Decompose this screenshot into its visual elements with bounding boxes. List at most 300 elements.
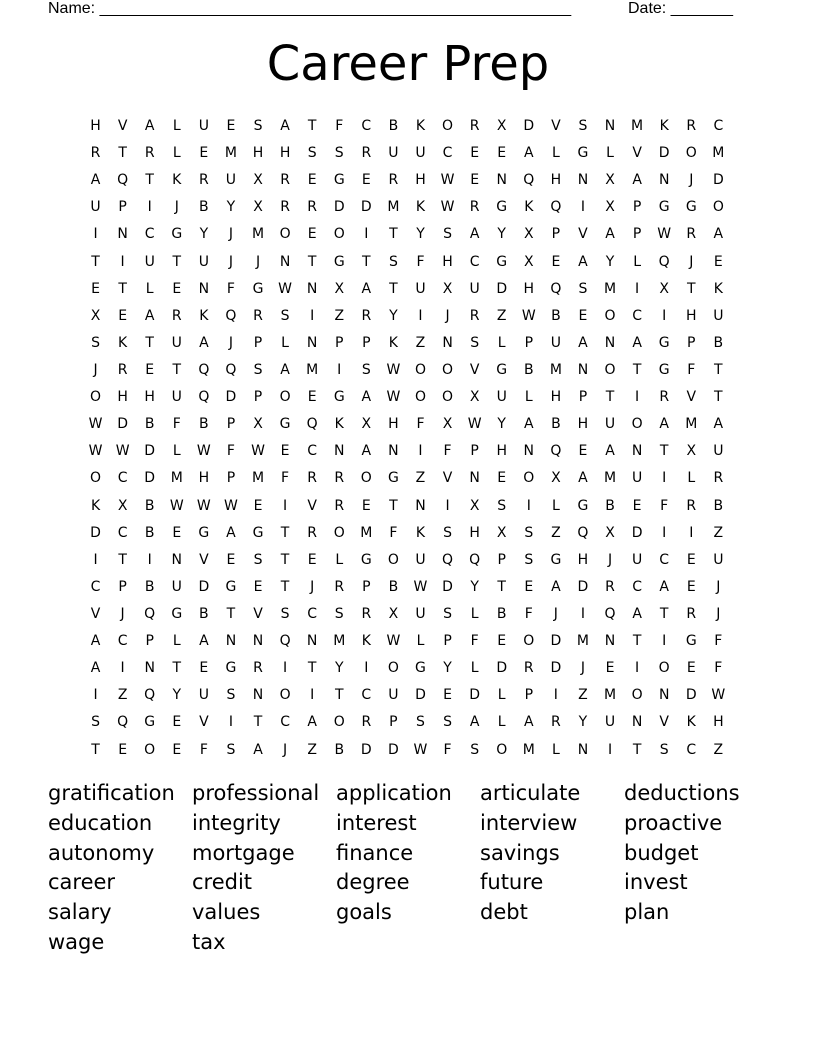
- grid-letter: T: [605, 389, 615, 406]
- grid-letter: U: [631, 470, 643, 487]
- grid-letter: R: [253, 660, 263, 677]
- grid-letter: U: [171, 334, 182, 351]
- grid-letter: J: [228, 334, 233, 351]
- grid-letter: U: [713, 443, 724, 460]
- grid-letter: O: [523, 470, 535, 487]
- grid-row: [82, 303, 732, 330]
- grid-letter: V: [578, 226, 588, 243]
- grid-letter: O: [90, 389, 102, 406]
- grid-letter: S: [524, 524, 534, 541]
- grid-letter: O: [631, 416, 643, 433]
- grid-letter: E: [578, 443, 588, 460]
- grid-letter: N: [198, 280, 210, 297]
- grid-letter: N: [252, 633, 264, 650]
- grid-letter: U: [388, 687, 399, 704]
- grid-letter: W: [413, 741, 428, 758]
- grid-letter: V: [551, 118, 561, 134]
- grid-letter: N: [577, 172, 589, 189]
- grid-letter: S: [524, 551, 534, 568]
- grid-letter: O: [279, 389, 291, 406]
- grid-letter: B: [144, 497, 155, 514]
- grid-letter: N: [577, 361, 589, 378]
- grid-letter: G: [415, 660, 426, 677]
- grid-letter: X: [361, 416, 372, 433]
- grid-letter: I: [662, 524, 667, 541]
- grid-letter: B: [551, 307, 561, 324]
- grid-letter: R: [469, 199, 480, 216]
- grid-letter: O: [523, 633, 535, 650]
- grid-letter: O: [387, 660, 399, 677]
- grid-letter: U: [415, 551, 426, 568]
- grid-letter: V: [253, 605, 263, 622]
- grid-letter: N: [388, 443, 399, 460]
- grid-letter: B: [496, 605, 507, 622]
- grid-letter: N: [415, 497, 426, 514]
- grid-row: [82, 493, 732, 520]
- grid-letter: Y: [470, 578, 479, 595]
- grid-letter: L: [172, 145, 181, 162]
- grid-letter: N: [631, 443, 643, 460]
- grid-letter: G: [333, 172, 345, 189]
- grid-letter: G: [198, 524, 210, 541]
- grid-letter: J: [716, 578, 721, 595]
- grid-letter: D: [198, 578, 210, 595]
- grid-letter: F: [226, 443, 235, 460]
- word-list-item: interest: [336, 810, 417, 835]
- grid-letter: X: [496, 524, 507, 541]
- grid-letter: P: [118, 578, 127, 595]
- grid-letter: A: [280, 361, 290, 378]
- grid-letter: R: [605, 578, 615, 595]
- grid-letter: C: [659, 551, 670, 568]
- grid-letter: S: [91, 334, 100, 351]
- grid-letter: S: [443, 605, 452, 622]
- grid-row: [82, 194, 732, 221]
- grid-letter: U: [604, 416, 616, 433]
- grid-letter: A: [659, 578, 669, 595]
- grid-letter: D: [360, 199, 372, 216]
- grid-letter: U: [198, 687, 209, 704]
- grid-letter: F: [281, 470, 290, 487]
- word-list-item: wage: [48, 929, 105, 954]
- grid-letter: W: [278, 280, 292, 297]
- grid-letter: L: [335, 551, 344, 568]
- grid-letter: O: [279, 226, 291, 243]
- grid-letter: S: [253, 551, 263, 568]
- grid-row: [82, 357, 732, 384]
- grid-letter: G: [333, 253, 345, 270]
- grid-letter: N: [334, 443, 345, 460]
- grid-letter: H: [198, 470, 210, 487]
- grid-letter: Z: [307, 741, 317, 758]
- grid-letter: E: [361, 497, 371, 514]
- grid-letter: N: [658, 687, 670, 704]
- grid-letter: A: [578, 253, 588, 270]
- grid-letter: E: [361, 172, 371, 189]
- grid-letter: G: [360, 551, 372, 568]
- grid-letter: I: [337, 361, 342, 378]
- grid-letter: C: [713, 118, 724, 134]
- grid-letter: C: [686, 741, 697, 758]
- grid-letter: B: [144, 524, 155, 541]
- grid-letter: I: [364, 226, 369, 243]
- grid-letter: T: [307, 660, 317, 677]
- grid-letter: H: [550, 389, 562, 406]
- grid-letter: K: [686, 714, 696, 731]
- grid-letter: E: [578, 307, 588, 324]
- grid-letter: J: [228, 226, 233, 243]
- grid-letter: J: [255, 253, 261, 270]
- word-list-item: goals: [336, 900, 392, 925]
- grid-letter: E: [307, 172, 317, 189]
- grid-letter: C: [632, 307, 642, 324]
- grid-letter: Q: [469, 551, 481, 568]
- date-field-label: Date: _______: [628, 0, 733, 17]
- grid-letter: P: [362, 334, 371, 351]
- grid-letter: S: [280, 307, 290, 324]
- grid-letter: I: [93, 226, 98, 243]
- grid-letter: I: [310, 687, 315, 704]
- grid-letter: W: [711, 687, 726, 704]
- grid-letter: X: [253, 172, 263, 189]
- grid-letter: M: [251, 470, 265, 487]
- grid-letter: Z: [713, 741, 724, 758]
- grid-letter: J: [553, 605, 558, 622]
- grid-letter: M: [603, 470, 617, 487]
- grid-letter: I: [147, 551, 152, 568]
- grid-row: [82, 411, 732, 438]
- grid-letter: U: [415, 605, 426, 622]
- grid-letter: T: [389, 226, 398, 243]
- grid-letter: G: [333, 389, 345, 406]
- grid-letter: A: [524, 145, 534, 162]
- grid-letter: T: [632, 741, 642, 758]
- grid-row: [82, 737, 732, 764]
- grid-letter: Y: [443, 660, 452, 677]
- grid-letter: M: [224, 145, 237, 162]
- grid-letter: R: [334, 497, 345, 514]
- grid-letter: B: [551, 416, 561, 433]
- grid-letter: K: [90, 497, 101, 514]
- grid-letter: W: [657, 226, 672, 243]
- grid-letter: F: [687, 361, 696, 378]
- word-list: [48, 779, 768, 958]
- grid-letter: V: [307, 497, 317, 514]
- grid-letter: O: [442, 361, 454, 378]
- grid-letter: Q: [144, 605, 156, 622]
- word-list-item: articulate: [480, 781, 581, 805]
- grid-letter: T: [91, 741, 100, 758]
- word-list-item: future: [480, 870, 544, 895]
- grid-letter: P: [551, 226, 561, 243]
- grid-letter: O: [333, 524, 345, 541]
- grid-letter: K: [415, 524, 426, 541]
- grid-letter: C: [117, 470, 128, 487]
- grid-letter: A: [578, 470, 588, 487]
- grid-letter: I: [445, 497, 450, 514]
- grid-letter: Q: [658, 253, 670, 270]
- grid-letter: C: [307, 605, 318, 622]
- grid-letter: T: [91, 253, 100, 270]
- grid-letter: M: [712, 145, 725, 162]
- grid-letter: Y: [389, 307, 398, 324]
- grid-letter: H: [388, 416, 399, 433]
- grid-letter: W: [440, 172, 455, 189]
- grid-letter: H: [685, 307, 697, 324]
- grid-letter: R: [686, 497, 697, 514]
- grid-letter: G: [225, 660, 237, 677]
- grid-letter: Z: [415, 470, 426, 487]
- grid-letter: E: [253, 578, 263, 595]
- grid-letter: C: [307, 443, 318, 460]
- grid-letter: E: [280, 443, 290, 460]
- grid-letter: O: [604, 361, 616, 378]
- grid-letter: T: [226, 605, 236, 622]
- grid-letter: Y: [605, 253, 615, 270]
- grid-letter: S: [578, 118, 588, 134]
- grid-letter: I: [120, 253, 125, 270]
- grid-letter: R: [361, 145, 372, 162]
- grid-letter: S: [307, 145, 317, 162]
- grid-letter: Q: [225, 361, 237, 378]
- grid-letter: R: [280, 172, 290, 189]
- grid-letter: W: [413, 578, 428, 595]
- grid-letter: N: [306, 633, 318, 650]
- grid-letter: T: [145, 172, 154, 189]
- grid-letter: G: [577, 497, 589, 514]
- grid-letter: E: [226, 551, 236, 568]
- grid-letter: C: [361, 687, 372, 704]
- grid-letter: G: [685, 199, 697, 216]
- grid-letter: F: [416, 416, 425, 433]
- grid-letter: R: [361, 307, 372, 324]
- grid-letter: S: [91, 714, 100, 731]
- grid-letter: P: [524, 687, 534, 704]
- grid-letter: C: [117, 524, 128, 541]
- grid-letter: E: [470, 145, 480, 162]
- grid-letter: Z: [117, 687, 128, 704]
- grid-letter: W: [196, 443, 211, 460]
- grid-letter: D: [496, 660, 508, 677]
- grid-letter: S: [443, 226, 452, 243]
- header: [48, 0, 733, 18]
- grid-letter: Y: [226, 199, 236, 216]
- grid-letter: R: [334, 578, 345, 595]
- grid-letter: K: [361, 633, 371, 650]
- grid-letter: D: [144, 443, 156, 460]
- grid-letter: N: [171, 551, 183, 568]
- grid-letter: T: [334, 687, 344, 704]
- grid-row: [82, 384, 732, 411]
- grid-letter: P: [497, 551, 506, 568]
- grid-letter: I: [120, 660, 125, 677]
- grid-letter: F: [443, 443, 452, 460]
- grid-letter: S: [659, 741, 669, 758]
- grid-letter: X: [605, 199, 615, 216]
- grid-letter: U: [713, 307, 724, 324]
- word-list-item: education: [48, 810, 153, 835]
- grid-letter: R: [90, 145, 101, 162]
- grid-letter: U: [225, 172, 237, 189]
- grid-letter: B: [713, 497, 724, 514]
- grid-letter: A: [578, 334, 588, 351]
- grid-letter: X: [523, 226, 534, 243]
- grid-letter: E: [443, 687, 452, 704]
- grid-letter: W: [521, 307, 536, 324]
- grid-letter: V: [199, 714, 209, 731]
- grid-letter: N: [279, 253, 291, 270]
- grid-letter: O: [279, 687, 291, 704]
- grid-letter: X: [442, 280, 453, 297]
- grid-letter: D: [631, 524, 643, 541]
- grid-letter: W: [169, 497, 184, 514]
- grid-letter: S: [361, 361, 371, 378]
- grid-letter: A: [199, 633, 209, 650]
- grid-letter: R: [307, 199, 318, 216]
- grid-letter: S: [334, 145, 344, 162]
- grid-letter: S: [416, 714, 425, 731]
- grid-letter: I: [364, 660, 369, 677]
- grid-letter: Q: [550, 280, 562, 297]
- grid-letter: W: [88, 416, 103, 433]
- grid-letter: E: [497, 145, 507, 162]
- grid-letter: I: [607, 741, 613, 758]
- grid-letter: M: [522, 741, 535, 758]
- grid-letter: O: [414, 361, 426, 378]
- grid-letter: B: [523, 361, 534, 378]
- grid-letter: R: [551, 714, 561, 731]
- grid-letter: M: [685, 416, 698, 433]
- grid-letter: R: [171, 307, 182, 324]
- grid-letter: E: [686, 578, 696, 595]
- grid-letter: J: [607, 551, 613, 568]
- grid-letter: C: [469, 253, 480, 270]
- grid-letter: R: [334, 470, 345, 487]
- word-list-item: salary: [48, 900, 112, 925]
- grid-row: [82, 682, 732, 709]
- grid-letter: C: [117, 633, 128, 650]
- grid-letter: D: [442, 578, 453, 595]
- grid-letter: P: [632, 199, 642, 216]
- grid-letter: Y: [172, 687, 182, 704]
- grid-letter: K: [118, 334, 128, 351]
- word-list-item: values: [192, 900, 261, 925]
- grid-letter: L: [172, 633, 181, 650]
- grid-letter: H: [577, 416, 589, 433]
- grid-letter: I: [553, 687, 558, 704]
- grid-letter: X: [253, 416, 263, 433]
- grid-row: [82, 438, 732, 465]
- grid-letter: H: [415, 172, 426, 189]
- page-title: Career Prep: [266, 36, 550, 92]
- grid-letter: O: [712, 199, 724, 216]
- grid-letter: J: [93, 361, 98, 378]
- grid-letter: I: [526, 497, 531, 514]
- grid-letter: S: [280, 605, 290, 622]
- grid-letter: K: [659, 118, 669, 134]
- grid-letter: U: [713, 551, 724, 568]
- grid-letter: I: [93, 687, 98, 704]
- grid-letter: H: [279, 145, 291, 162]
- grid-letter: R: [198, 172, 209, 189]
- grid-letter: X: [523, 253, 534, 270]
- grid-letter: Z: [713, 524, 724, 541]
- grid-letter: D: [496, 280, 508, 297]
- grid-letter: O: [387, 551, 399, 568]
- grid-letter: M: [333, 633, 346, 650]
- grid-letter: Y: [416, 226, 425, 243]
- grid-letter: E: [172, 741, 182, 758]
- grid-letter: R: [686, 118, 697, 134]
- grid-letter: E: [199, 660, 209, 677]
- grid-letter: Q: [117, 172, 129, 189]
- grid-letter: T: [714, 361, 723, 378]
- grid-letter: P: [118, 199, 127, 216]
- grid-letter: H: [90, 118, 101, 134]
- grid-letter: N: [306, 280, 318, 297]
- grid-letter: A: [605, 443, 615, 460]
- grid-letter: N: [658, 172, 670, 189]
- grid-letter: L: [551, 145, 560, 162]
- word-list-item: degree: [336, 870, 410, 895]
- grid-letter: N: [306, 334, 318, 351]
- grid-letter: J: [228, 253, 233, 270]
- grid-letter: T: [307, 253, 317, 270]
- grid-letter: I: [418, 307, 423, 324]
- grid-letter: K: [415, 199, 426, 216]
- grid-letter: D: [577, 578, 589, 595]
- grid-letter: N: [144, 660, 155, 677]
- grid-letter: G: [685, 633, 697, 650]
- grid-letter: M: [549, 361, 562, 378]
- grid-letter: E: [199, 145, 209, 162]
- grid-letter: G: [658, 199, 670, 216]
- word-list-item: deductions: [624, 781, 740, 805]
- grid-letter: W: [386, 389, 401, 406]
- grid-letter: Z: [334, 307, 345, 324]
- grid-letter: Y: [497, 416, 506, 433]
- grid-letter: U: [144, 253, 155, 270]
- grid-letter: F: [199, 741, 208, 758]
- grid-letter: R: [307, 524, 318, 541]
- grid-letter: U: [171, 578, 182, 595]
- grid-letter: R: [361, 605, 372, 622]
- grid-letter: H: [144, 389, 155, 406]
- grid-letter: I: [147, 199, 152, 216]
- grid-letter: S: [470, 334, 480, 351]
- grid-letter: I: [662, 307, 667, 324]
- grid-letter: P: [253, 334, 263, 351]
- grid-letter: L: [281, 334, 289, 351]
- grid-letter: T: [172, 361, 182, 378]
- grid-letter: D: [550, 633, 562, 650]
- grid-letter: K: [334, 416, 344, 433]
- grid-row: [82, 709, 732, 736]
- grid-letter: W: [440, 199, 455, 216]
- grid-letter: J: [445, 307, 450, 324]
- grid-letter: F: [335, 118, 344, 134]
- grid-letter: W: [224, 497, 238, 514]
- grid-letter: M: [603, 687, 617, 704]
- grid-letter: U: [90, 199, 101, 216]
- grid-letter: K: [388, 334, 398, 351]
- grid-letter: T: [659, 443, 669, 460]
- grid-letter: M: [603, 280, 617, 297]
- grid-letter: T: [389, 497, 398, 514]
- grid-row: [82, 465, 732, 492]
- grid-letter: Y: [497, 226, 506, 243]
- grid-letter: T: [497, 578, 506, 595]
